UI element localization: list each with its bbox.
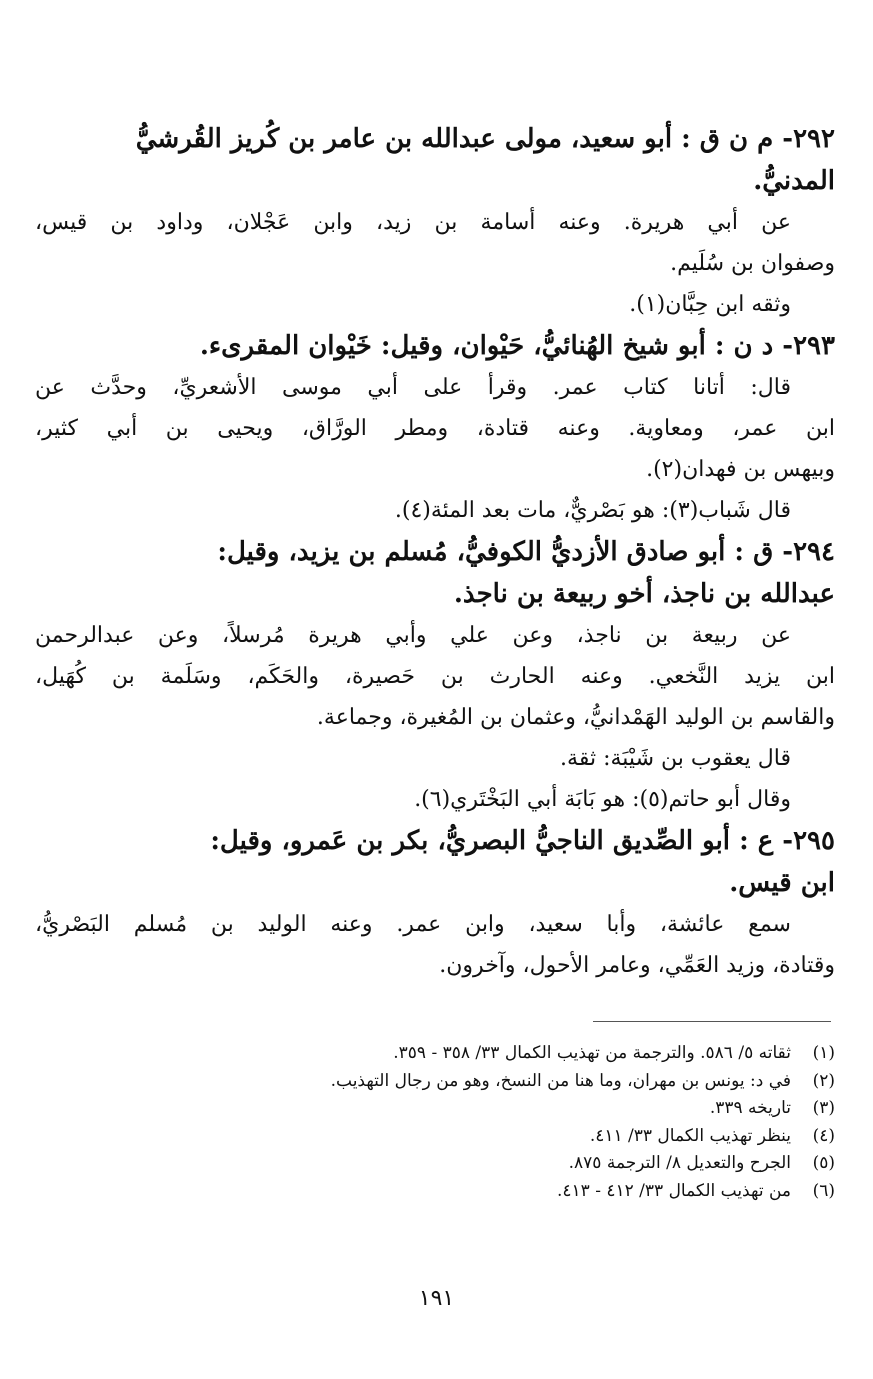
footnote-text: ينظر تهذيب الكمال ٣٣/ ٤١١.	[589, 1125, 791, 1146]
footnote-text: في د: يونس بن مهران، وما هنا من النسخ، وهو من رجال التهذيب.	[330, 1070, 791, 1091]
footnote	[55, 1095, 835, 1123]
text-line: قال يعقوب بن شَيْبَة: ثقة.	[560, 746, 791, 771]
heading-line: المدنيُّ.	[753, 166, 835, 196]
footnote-number: (١)	[812, 1043, 835, 1063]
entry-heading	[35, 820, 835, 904]
text-line: وصفوان بن سُلَيم.	[670, 251, 835, 276]
entry-292	[35, 118, 835, 325]
text-line: وقتادة، وزيد العَمِّي، وعامر الأحول، وآخرون.	[439, 953, 835, 978]
footnote	[55, 1178, 835, 1206]
text-line: وثقه ابن حِبَّان(١).	[629, 292, 791, 317]
text-line: سمع عائشة، وأبا سعيد، وابن عمر. وعنه الوليد بن مُسلم البَصْريُّ،	[35, 912, 791, 937]
footnote-number: (٣)	[812, 1098, 835, 1118]
footnote-text: من تهذيب الكمال ٣٣/ ٤١٢ - ٤١٣.	[556, 1180, 791, 1201]
heading-line: ابن قيس.	[729, 868, 835, 898]
text-line: وقال أبو حاتم(٥): هو بَابَة أبي البَخْتَري(٦).	[414, 787, 791, 812]
heading-line: ٢٩٢- م ن ق : أبو سعيد، مولى عبدالله بن عامر بن كُريز القُرشيُّ	[135, 124, 835, 154]
main-text	[35, 118, 835, 986]
footnote	[55, 1150, 835, 1178]
footnote-number: (٥)	[812, 1153, 835, 1173]
text-line: قال: أتانا كتاب عمر. وقرأ على أبي موسى الأشعريِّ، وحدَّث عن	[35, 375, 791, 400]
heading-line: ٢٩٤- ق : أبو صادق الأزديُّ الكوفيُّ، مُسلم بن يزيد، وقيل:	[217, 537, 835, 567]
text-line: ابن يزيد النَّخعي. وعنه الحارث بن حَصيرة، والحَكَم، وسَلَمة بن كُهَيل،	[35, 664, 835, 689]
entry-heading	[35, 531, 835, 615]
footnote	[55, 1040, 835, 1068]
footnote	[55, 1123, 835, 1151]
heading-line: عبدالله بن ناجذ، أخو ربيعة بن ناجذ.	[453, 579, 835, 609]
text-line: ابن عمر، ومعاوية. وعنه قتادة، ومطر الورَّاق، ويحيى بن أبي كثير،	[35, 416, 835, 441]
text-line: عن أبي هريرة. وعنه أسامة بن زيد، وابن عَجْلان، وداود بن قيس،	[35, 210, 791, 235]
entry-heading	[35, 118, 835, 202]
entry-293	[35, 325, 835, 531]
footnote	[55, 1068, 835, 1096]
text-line: وبيهس بن فهدان(٢).	[646, 457, 835, 482]
entry-294	[35, 531, 835, 820]
heading-line: ٢٩٥- ع : أبو الصِّديق الناجيُّ البصريُّ، بكر بن عَمرو، وقيل:	[210, 826, 835, 856]
footnote-number: (٢)	[812, 1070, 835, 1091]
text-line: عن ربيعة بن ناجذ، وعن علي وأبي هريرة مُرسلاً، وعن عبدالرحمن	[35, 623, 791, 648]
footnote-separator	[593, 1021, 831, 1022]
entry-heading	[35, 325, 835, 367]
heading-line: ٢٩٣- د ن : أبو شيخ الهُنائيُّ، حَيْوان، وقيل: خَيْوان المقرىء.	[199, 331, 835, 361]
text-line: والقاسم بن الوليد الهَمْدانيُّ، وعثمان بن المُغيرة، وجماعة.	[316, 705, 835, 730]
page-number: ١٩١	[418, 1286, 455, 1311]
footnote-number: (٤)	[812, 1125, 835, 1146]
footnote-number: (٦)	[812, 1180, 835, 1201]
footnote-text: تاريخه ٣٣٩.	[709, 1098, 791, 1118]
footnotes	[55, 1040, 835, 1205]
text-line: قال شَباب(٣): هو بَصْريٌّ، مات بعد المئة(٤).	[394, 498, 791, 523]
footnote-text: الجرح والتعديل ٨/ الترجمة ٨٧٥.	[568, 1153, 791, 1173]
entry-295	[35, 820, 835, 986]
footnote-text: ثقاته ٥/ ٥٨٦. والترجمة من تهذيب الكمال ٣٣/ ٣٥٨ - ٣٥٩.	[393, 1043, 791, 1063]
